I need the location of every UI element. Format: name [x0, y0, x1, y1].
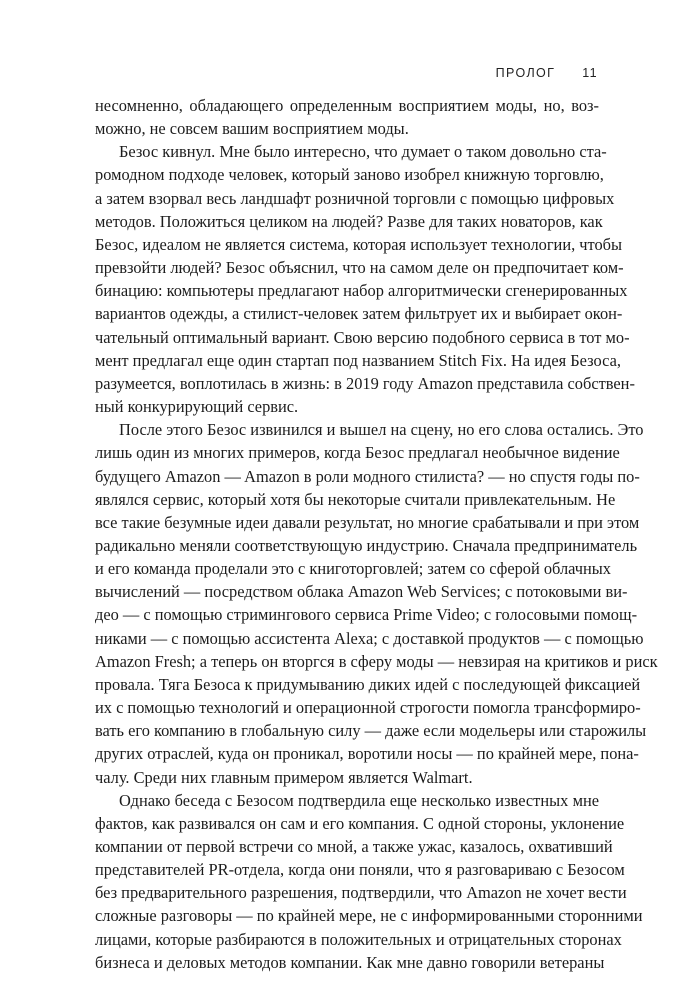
text-line: Безос кивнул. Мне было интересно, что думает о таком довольно ста-	[119, 142, 607, 162]
text-line: чалу. Среди них главным примером является Walmart.	[95, 767, 473, 787]
text-line: ный конкурирующий сервис.	[95, 397, 299, 417]
body-text	[95, 94, 658, 974]
text-line: будущего Amazon — Amazon в роли модного стилиста? — но спустя годы по-	[95, 466, 640, 486]
text-line: вать его компанию в глобальную силу — даже если модельеры или старожилы	[95, 721, 647, 741]
text-line: Amazon Fresh; а теперь он вторгся в сферу моды — невзирая на критиков и риск	[95, 651, 658, 671]
text-line: чательный оптимальный вариант. Свою версию подобного сервиса в тот мо-	[95, 327, 630, 347]
text-line: все такие безумные идеи давали результат, но многие срабатывали и при этом	[95, 512, 640, 532]
text-line: можно, не совсем вашим восприятием моды.	[95, 119, 409, 139]
text-line: бинацию: компьютеры предлагают набор алгоритмически сгенерированных	[95, 281, 628, 301]
text-line: и его команда проделали это с книготорговлей; затем со сферой облачных	[95, 559, 612, 579]
text-line: превзойти людей? Безос объяснил, что на самом деле он предпочитает ком-	[95, 258, 624, 278]
text-line: вычислений — посредством облака Amazon Web Services; с потоковыми ви-	[95, 582, 628, 602]
running-head	[496, 66, 598, 80]
section-title: ПРОЛОГ	[495, 66, 556, 80]
text-line: лицами, которые разбираются в положительных и отрицательных сторонах	[95, 929, 622, 949]
text-line: без предварительного разрешения, подтвердили, что Amazon не хочет вести	[95, 883, 627, 903]
text-line: методов. Положиться целиком на людей? Разве для таких новаторов, как	[95, 211, 603, 231]
paragraph	[95, 789, 643, 974]
text-line: Однако беседа с Безосом подтвердила еще несколько известных мне	[119, 790, 599, 810]
text-line: бизнеса и деловых методов компании. Как мне давно говорили ветераны	[95, 952, 605, 972]
text-line: ромодном подходе человек, который заново изобрел книжную торговлю,	[95, 165, 604, 185]
text-line: сложные разговоры — по крайней мере, не с информированными сторонними	[95, 906, 643, 926]
text-line: После этого Безос извинился и вышел на сцену, но его слова остались. Это	[119, 420, 644, 440]
page-number: 11	[582, 66, 598, 80]
text-line: лишь один из многих примеров, когда Безос предлагал необычное видение	[95, 443, 620, 463]
text-line: радикально меняли соответствующую индустрию. Сначала предприниматель	[95, 535, 638, 555]
text-line: део — с помощью стримингового сервиса Prime Video; с голосовыми помощ-	[95, 605, 638, 625]
text-line: несомненно, обладающего определенным восприятием моды, но, воз-	[95, 96, 599, 115]
text-line: компании от первой встречи со мной, а также ужас, казалось, охвативший	[95, 837, 613, 856]
text-line: фактов, как развивался он сам и его компания. С одной стороны, уклонение	[95, 813, 625, 833]
text-line: являлся сервис, который хотя бы некоторые считали привлекательным. Не	[95, 489, 616, 509]
text-line: разумеется, воплотилась в жизнь: в 2019 году Amazon представила собствен-	[95, 373, 635, 393]
paragraph	[95, 94, 599, 140]
text-line: мент предлагал еще один стартап под названием Stitch Fix. На идея Безоса,	[95, 350, 621, 370]
text-line: никами — с помощью ассистента Alexa; с доставкой продуктов — с помощью	[95, 628, 644, 648]
text-line: провала. Тяга Безоса к придумыванию диких идей с последующей фиксацией	[95, 674, 641, 694]
text-line: а затем взорвал весь ландшафт розничной торговли с помощью цифровых	[95, 188, 615, 208]
text-line: их с помощью технологий и операционной строгости помогла трансформиро-	[95, 698, 641, 718]
text-line: других отраслей, куда он проникал, воротили носы — по крайней мере, пона-	[95, 744, 639, 764]
paragraph	[95, 140, 635, 418]
paragraph	[95, 418, 658, 789]
text-line: Безос, идеалом не является система, которая использует технологии, чтобы	[95, 234, 623, 254]
text-line: вариантов одежды, а стилист-человек затем фильтрует их и выбирает окон-	[95, 304, 623, 324]
text-line: представителей PR-отдела, когда они поняли, что я разговариваю с Безосом	[95, 860, 625, 880]
